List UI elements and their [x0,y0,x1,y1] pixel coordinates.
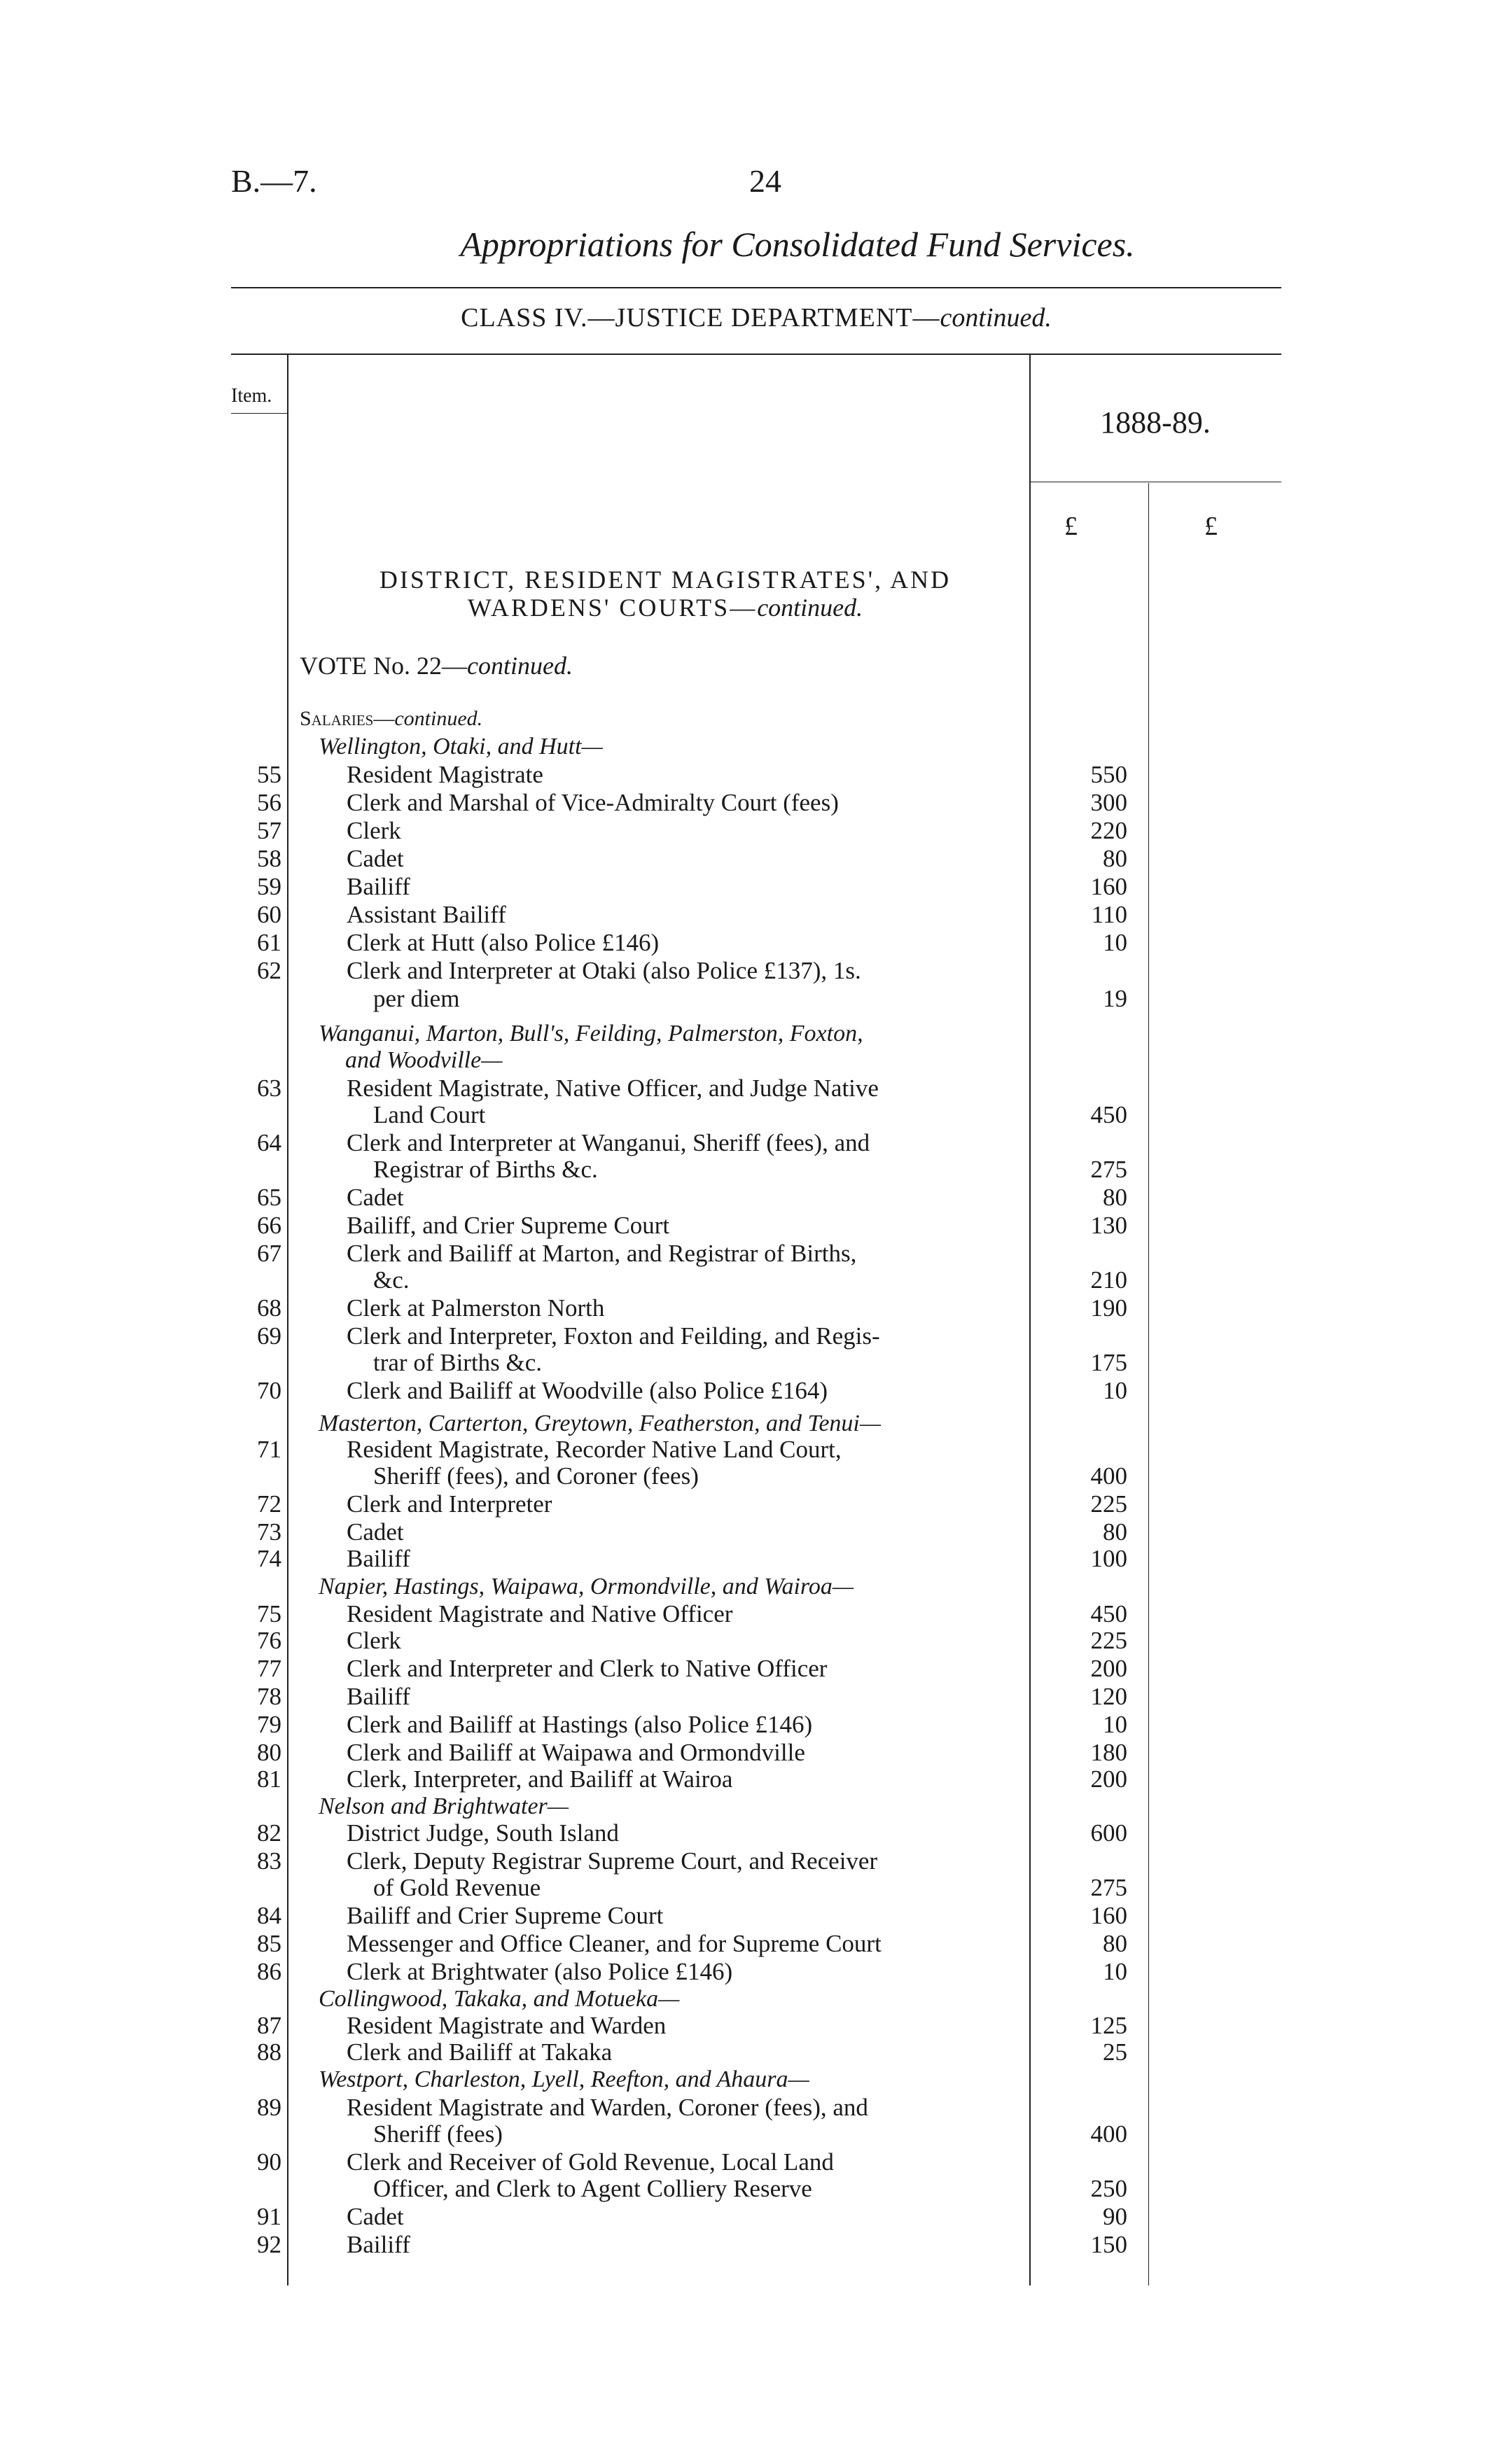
vote-main: VOTE No. 22— [300,652,467,680]
item-amount: 225 [1090,1490,1127,1518]
item-description-cont: of Gold Revenue [373,1874,541,1901]
item-description: Bailiff [347,2231,410,2258]
item-amount: 80 [1103,1184,1127,1211]
salaries-main: Salaries— [300,707,395,730]
section-heading-line2-cont: continued. [757,594,863,622]
item-amount: 400 [1090,1462,1127,1490]
item-amount: 130 [1090,1212,1127,1239]
item-number: 67 [257,1240,281,1267]
section-heading-line2-main: WARDENS' COURTS— [467,594,758,622]
item-description: Cadet [347,1184,404,1211]
item-description: Clerk and Receiver of Gold Revenue, Local Land [347,2148,834,2176]
item-amount: 110 [1091,901,1127,928]
pound-sign-1: £ [1064,512,1078,541]
item-number: 56 [257,789,281,816]
item-number: 76 [257,1627,281,1654]
item-description: Clerk and Bailiff at Takaka [347,2038,613,2066]
item-description: Assistant Bailiff [347,901,506,928]
item-amount: 160 [1090,1902,1127,1929]
item-number: 89 [257,2094,281,2121]
item-number: 65 [257,1184,281,1211]
item-description: Clerk at Palmerston North [347,1294,605,1322]
item-number: 74 [257,1545,281,1572]
group-heading-wanganui-cont: and Woodville— [345,1047,503,1073]
item-description: Resident Magistrate and Native Officer [347,1600,733,1628]
item-number: 69 [257,1322,281,1350]
item-number: 60 [257,901,281,928]
item-description: Clerk [347,1627,401,1654]
item-number: 55 [257,761,281,788]
item-amount: 450 [1090,1101,1127,1128]
item-description: Resident Magistrate, Recorder Native Land Court, [347,1436,842,1463]
item-number: 57 [257,817,281,844]
item-amount: 10 [1103,1711,1127,1738]
item-description: Bailiff [347,1545,410,1572]
item-description: Bailiff and Crier Supreme Court [347,1902,664,1929]
item-number: 71 [257,1436,281,1463]
item-description: District Judge, South Island [347,1819,619,1847]
item-number: 61 [257,929,281,956]
item-number: 58 [257,845,281,872]
item-amount: 200 [1090,1765,1127,1793]
item-description: Clerk [347,817,401,844]
item-column-rule [287,354,288,2286]
section-heading-line1: DISTRICT, RESIDENT MAGISTRATES', AND [379,566,952,594]
item-rule [231,413,287,414]
item-description: Clerk and Bailiff at Hastings (also Police £146) [347,1711,813,1738]
item-description: Clerk and Interpreter [347,1490,552,1518]
rule-class [231,354,1281,355]
item-number: 72 [257,1490,281,1518]
item-amount: 200 [1090,1655,1127,1682]
item-amount: 100 [1090,1545,1127,1572]
item-description-cont: Registrar of Births &c. [373,1156,598,1183]
item-description: Resident Magistrate and Warden, Coroner (fees), and [347,2094,868,2121]
item-number: 90 [257,2148,281,2176]
year-column-label: 1888-89. [1100,405,1211,440]
group-heading-wanganui: Wanganui, Marton, Bull's, Feilding, Palmerston, Foxton, [319,1021,863,1046]
item-description: Clerk and Bailiff at Waipawa and Ormondville [347,1739,805,1766]
pound-column-rule [1148,483,1149,2286]
item-description-cont: Officer, and Clerk to Agent Colliery Reserve [373,2175,812,2202]
item-amount: 80 [1103,845,1127,872]
item-description: Bailiff, and Crier Supreme Court [347,1212,670,1239]
item-amount: 120 [1090,1683,1127,1710]
item-number: 81 [257,1765,281,1793]
salaries-cont: continued. [394,707,483,730]
page-number: 24 [749,163,781,199]
item-number: 82 [257,1819,281,1847]
item-description: Clerk and Marshal of Vice-Admiralty Court (fees) [347,789,839,816]
item-amount: 150 [1090,2231,1127,2258]
item-amount: 10 [1103,929,1127,956]
item-number: 86 [257,1958,281,1985]
item-amount: 80 [1103,1930,1127,1957]
rule-top [231,287,1281,288]
item-description: Clerk and Interpreter, Foxton and Feilding, and Regis- [347,1322,880,1350]
item-amount: 190 [1090,1294,1127,1322]
item-amount: 10 [1103,1958,1127,1985]
item-amount: 80 [1103,1518,1127,1546]
item-description: Resident Magistrate [347,761,543,788]
item-amount: 550 [1090,761,1127,788]
salaries-heading [300,707,482,731]
item-number: 88 [257,2038,281,2066]
section-heading [322,566,1008,622]
item-description-cont: per diem [373,985,460,1012]
item-number: 66 [257,1212,281,1239]
item-amount: 210 [1090,1266,1127,1294]
item-number: 62 [257,957,281,984]
item-amount: 19 [1103,985,1127,1012]
vote-heading [300,651,573,680]
class-heading-cont: continued. [940,303,1052,332]
group-heading-masterton: Masterton, Carterton, Greytown, Featherston, and Tenui— [319,1410,882,1436]
item-amount: 125 [1090,2012,1127,2039]
item-amount: 300 [1090,789,1127,816]
section-heading-line2 [322,594,1008,622]
item-amount: 275 [1090,1156,1127,1183]
item-description: Cadet [347,1518,404,1546]
pound-sign-2: £ [1204,512,1218,541]
item-description: Clerk and Interpreter at Wanganui, Sheriff (fees), and [347,1129,870,1156]
item-description: Messenger and Office Cleaner, and for Supreme Court [347,1930,882,1957]
item-description: Cadet [347,2203,404,2230]
item-description: Clerk, Interpreter, and Bailiff at Wairoa [347,1765,733,1793]
group-heading-westport: Westport, Charleston, Lyell, Reefton, and Ahaura— [319,2066,809,2092]
item-description: Clerk at Brightwater (also Police £146) [347,1958,733,1985]
item-description: Resident Magistrate and Warden [347,2012,667,2039]
item-description: Clerk and Interpreter and Clerk to Native Officer [347,1655,828,1682]
item-description-cont: Sheriff (fees) [373,2120,503,2148]
item-amount: 600 [1090,1819,1127,1847]
group-heading-collingwood: Collingwood, Takaka, and Motueka— [319,1986,680,2012]
item-description: Clerk at Hutt (also Police £146) [347,929,660,956]
item-description: Clerk and Bailiff at Woodville (also Police £164) [347,1377,828,1404]
item-number: 92 [257,2231,281,2258]
item-amount: 90 [1103,2203,1127,2230]
item-number: 59 [257,873,281,900]
item-description: Bailiff [347,1683,410,1710]
item-amount: 180 [1090,1739,1127,1766]
item-description: Clerk, Deputy Registrar Supreme Court, and Receiver [347,1847,878,1875]
item-number: 78 [257,1683,281,1710]
item-description: Clerk and Interpreter at Otaki (also Police £137), 1s. [347,957,861,984]
item-description-cont: trar of Births &c. [373,1349,543,1376]
group-heading-nelson: Nelson and Brightwater— [319,1793,569,1819]
item-amount: 450 [1090,1600,1127,1628]
class-heading-main: CLASS IV.—JUSTICE DEPARTMENT— [461,303,940,332]
vote-cont: continued. [466,652,573,680]
item-number: 87 [257,2012,281,2039]
item-column-label: Item. [231,385,272,407]
item-description: Resident Magistrate, Native Officer, and Judge Native [347,1074,879,1102]
item-description: Bailiff [347,873,410,900]
item-number: 77 [257,1655,281,1682]
item-description-cont: Land Court [373,1101,486,1128]
item-number: 84 [257,1902,281,1929]
item-number: 91 [257,2203,281,2230]
item-number: 75 [257,1600,281,1628]
item-number: 64 [257,1129,281,1156]
item-description: Cadet [347,845,404,872]
item-number: 79 [257,1711,281,1738]
item-number: 63 [257,1074,281,1102]
item-amount: 250 [1090,2175,1127,2202]
group-heading-napier: Napier, Hastings, Waipawa, Ormondville, and Wairoa— [319,1574,854,1600]
item-number: 83 [257,1847,281,1875]
item-description-cont: &c. [373,1266,410,1294]
amount-column-rule [1029,354,1031,2286]
item-number: 68 [257,1294,281,1322]
item-amount: 160 [1090,873,1127,900]
item-number: 73 [257,1518,281,1546]
item-description-cont: Sheriff (fees), and Coroner (fees) [373,1462,699,1490]
item-number: 70 [257,1377,281,1404]
item-number: 85 [257,1930,281,1957]
class-heading [231,302,1281,333]
item-amount: 10 [1103,1377,1127,1404]
page-title: Appropriations for Consolidated Fund Services. [460,225,1135,264]
item-number: 80 [257,1739,281,1766]
item-amount: 275 [1090,1874,1127,1901]
item-amount: 175 [1090,1349,1127,1376]
item-amount: 400 [1090,2120,1127,2148]
item-description: Clerk and Bailiff at Marton, and Registrar of Births, [347,1240,857,1267]
group-heading-wellington: Wellington, Otaki, and Hutt— [319,734,603,760]
item-amount: 25 [1103,2038,1127,2066]
document-reference: B.—7. [231,163,317,199]
item-amount: 225 [1090,1627,1127,1654]
item-amount: 220 [1090,817,1127,844]
